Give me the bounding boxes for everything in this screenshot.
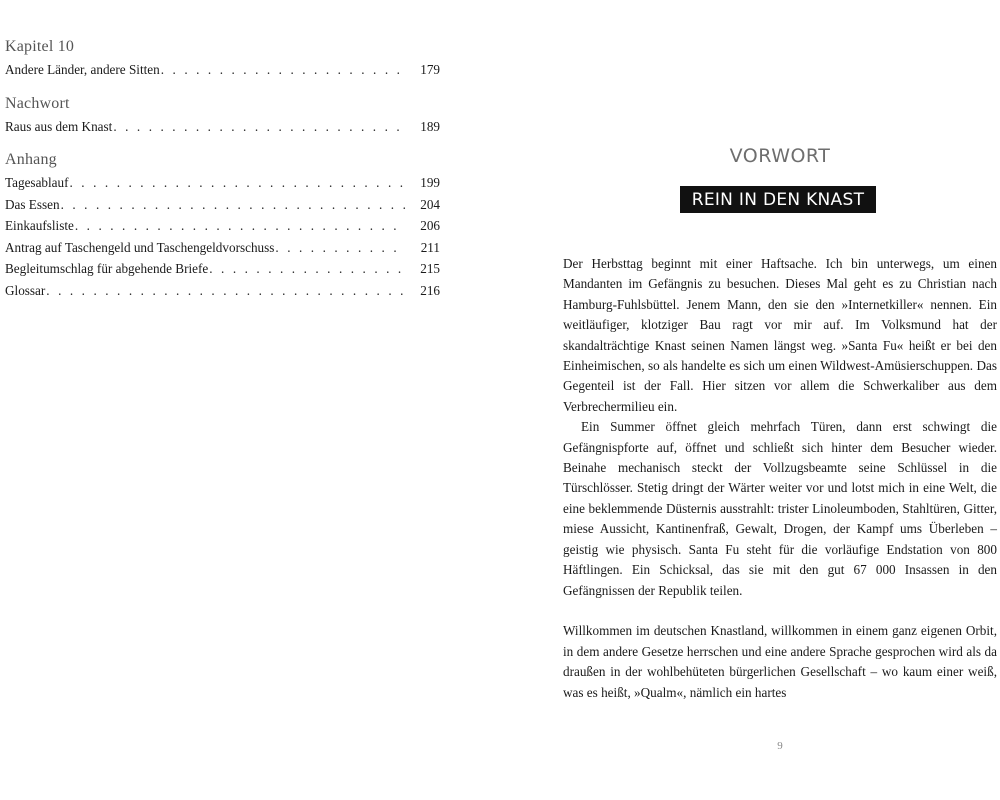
toc-dot-leader xyxy=(113,116,406,138)
toc-dot-leader xyxy=(70,172,406,194)
toc-entry-title: Raus aus dem Knast xyxy=(5,118,113,134)
toc-entry-page: 179 xyxy=(420,62,440,77)
toc-entry-title: Einkaufsliste xyxy=(5,218,74,233)
chapter-title: REIN IN DEN KNAST xyxy=(680,186,876,213)
table-of-contents xyxy=(5,38,440,315)
toc-entry-title: Begleitumschlag für abgehende Briefe xyxy=(5,261,209,276)
toc-entry-page: 216 xyxy=(420,282,440,298)
toc-entry-page: 199 xyxy=(420,175,440,190)
toc-entry[interactable] xyxy=(5,237,440,259)
paragraph: Der Herbsttag beginnt mit einer Haftsache. Ich bin unterwegs, um einen Mandanten im Gefängnis zu besuchen. Dieses Mal geht es zu Christian nach Hamburg-Fuhlsbüttel. Jenem Mann, den sie den »Internetkiller« nennen. Ein weitläufiger, klotziger Bau ragt vor mir auf. Im Volksmund hat der skandalträchtige Knast seinen Namen längst weg. »Santa Fu« heißt er bei den Einheimischen, so als handelte es sich um einen Wildwest-Amüsierschuppen. Das Gegenteil ist der Fall. Hier sitzen vor allem die Schwerkaliber aus dem Verbrechermilieu ein. xyxy=(563,256,997,414)
toc-section-anhang xyxy=(5,151,440,301)
toc-entry[interactable] xyxy=(5,215,440,237)
toc-entry-page: 211 xyxy=(420,239,440,255)
toc-entry-title: Glossar xyxy=(5,282,46,298)
toc-dot-leader xyxy=(75,215,406,237)
toc-dot-leader xyxy=(161,59,406,81)
paragraph: Ein Summer öffnet gleich mehrfach Türen, dann erst schwingt die Gefängnispforte auf, öffnet und schließt sich hinter dem Besucher wieder. Beinahe mechanisch steckt der Vollzugsbeamte seine Schlüssel in die Türschlösser. Stetig dringt der Wärter weiter vor und lotst mich in eine Welt, die eine beklemmende Düsternis ausstrahlt: trister Linoleumboden, Stahltüren, Gitter, miese Aussicht, Kantinenfraß, Gewalt, Drogen, der Kampf ums Überleben – geistig wie physisch. Santa Fu steht für die vorläufige Endstation von 800 Häftlingen. Ein Schicksal, das sie mit den gut 67 000 Insassen in den Gefängnissen der Republik teilen. xyxy=(563,419,997,598)
body-text xyxy=(563,254,997,703)
toc-dot-leader xyxy=(46,280,406,302)
toc-entry-page: 215 xyxy=(420,261,440,276)
toc-entry-page: 206 xyxy=(420,218,440,233)
toc-entry-page: 189 xyxy=(420,118,440,134)
toc-entry-title: Das Essen xyxy=(5,196,60,212)
toc-entry[interactable] xyxy=(5,59,440,81)
chapter-label: VORWORT xyxy=(729,145,831,167)
toc-section-heading: Anhang xyxy=(5,151,57,168)
toc-entry[interactable] xyxy=(5,258,440,280)
toc-entry[interactable] xyxy=(5,116,440,138)
toc-dot-leader xyxy=(209,258,406,280)
toc-entry-title: Tagesablauf xyxy=(5,175,69,190)
toc-dot-leader xyxy=(61,194,406,216)
toc-section-kapitel-10 xyxy=(5,38,440,81)
toc-entry-title: Antrag auf Taschengeld und Taschengeldvorschuss xyxy=(5,239,275,255)
toc-entry[interactable] xyxy=(5,280,440,302)
toc-entry[interactable] xyxy=(5,172,440,194)
paragraph: Willkommen im deutschen Knastland, willkommen in einem ganz eigenen Orbit, in dem andere Gesetze herrschen und eine andere Sprache gesprochen wird als da draußen in der wohlbehüteten bürgerlichen Gesellschaft – wo kaum einer weiß, was es heißt, »Qualm«, nämlich ein hartes xyxy=(563,623,997,700)
toc-entry[interactable] xyxy=(5,194,440,216)
toc-entry-title: Andere Länder, andere Sitten xyxy=(5,62,160,77)
toc-dot-leader xyxy=(275,237,406,259)
toc-section-heading: Kapitel 10 xyxy=(5,38,75,55)
page-number: 9 xyxy=(777,740,783,752)
toc-section-nachwort xyxy=(5,95,440,138)
toc-section-heading: Nachwort xyxy=(5,94,70,112)
toc-entry-page: 204 xyxy=(420,196,440,212)
